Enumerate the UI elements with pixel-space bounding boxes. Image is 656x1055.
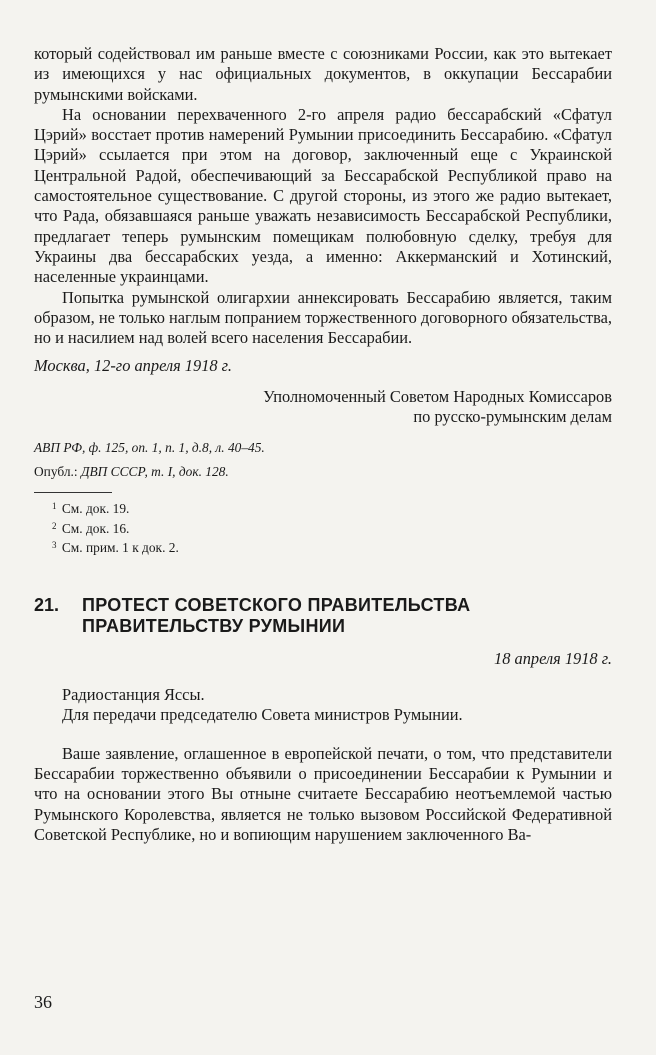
document-number: 21. — [34, 594, 60, 615]
footnote: $^3$ См. прим. 1 к док. 2. — [52, 540, 179, 556]
paragraph-annexation-attempt: Попытка румынской олигархии аннексировать Бессарабию является, таким образом, не только наглым попранием торжественного договорного обязательства, но и насилием над волей всего населения Бессарабии. — [34, 287, 612, 348]
intro-paragraph: который содействовал им раньше вместе с союзниками России, как это вытекает из имеющихся у нас официальных документов, в оккупации Бессарабии румынскими войсками. — [34, 44, 612, 104]
paragraph-sfatul-tsarii: На основании перехваченного 2-го апреля радио бессарабский «Сфатул Цэрий» восстает против намерений Румынии присоединить Бессарабию. «Сфатул Цэрий» ссылается при этом на договор, заключенный еще с Украинской Центральной Радой, обеспечивающий за Бессарабской Республикой право на самостоятельное существование. С другой стороны, из этого же радио вытекает, что Рада, обязавшаяся раньше уважать независимость Бессарабской Республики, предлагает теперь румынским помещикам полюбовную сделку, требуя для Украины два бессарабских уезда, а именно: Аккерманский и Хотинский, населенные украинцами. — [34, 104, 612, 287]
address-line-2: Для передачи председателю Совета министров Румынии. — [62, 705, 463, 725]
page-number: 36 — [34, 992, 52, 1012]
document-title: ПРОТЕСТ СОВЕТСКОГО ПРАВИТЕЛЬСТВА ПРАВИТЕЛЬСТВУ РУМЫНИИ — [82, 594, 471, 636]
document-heading — [34, 595, 612, 637]
footnote-divider — [34, 492, 112, 493]
footnote-list — [34, 498, 612, 557]
archive-source-reference: АВП РФ, ф. 125, оп. 1, п. 1, д.8, л. 40–45. — [34, 440, 265, 456]
publication-reference — [34, 463, 612, 480]
footnote: $^1$ См. док. 19. — [52, 501, 130, 517]
address-line-1: Радиостанция Яссы. — [62, 685, 205, 705]
page-content — [34, 44, 612, 845]
protest-body-paragraph: Ваше заявление, оглашенное в европейской печати, о том, что представители Бессарабии торжественно объявили о присоединении Бессарабии к Румынии и что на основании этого Вы отныне считаете Бессарабию неотъемлемой частью Румынского Королевства, является не только вызовом Российской Федеративной Советской Республике, но и вопиющим нарушением заключенного Ва- — [34, 743, 612, 844]
signature-block — [34, 387, 612, 428]
publication-label: Опубл.: — [34, 464, 78, 480]
document-date: 18 апреля 1918 г. — [494, 648, 612, 668]
footnote: $^2$ См. док. 16. — [52, 520, 130, 536]
place-date: Москва, 12-го апреля 1918 г. — [34, 356, 232, 376]
signature-line-1: Уполномоченный Советом Народных Комиссаров — [263, 386, 612, 406]
signature-line-2: по русско-румынским делам — [413, 407, 612, 427]
publication-citation: ДВП СССР, т. I, док. 128. — [80, 464, 229, 480]
